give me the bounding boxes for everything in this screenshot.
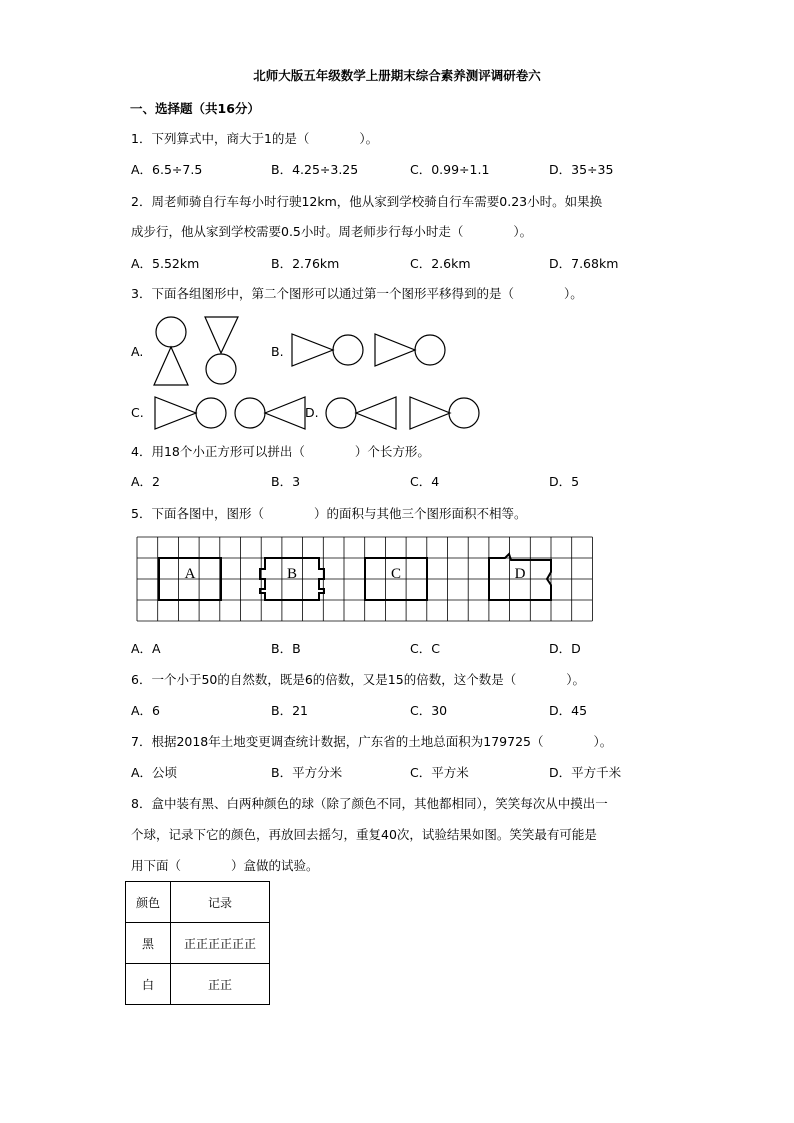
q1-option-d: D．35÷35 (549, 162, 614, 177)
question-3-stem: 3．下面各组图形中，第二个图形可以通过第一个图形平移得到的是（ ）。 (131, 286, 583, 301)
q3-shapes-figure (0, 0, 794, 440)
q3b-circle-1 (333, 335, 363, 365)
table-row (126, 964, 270, 1005)
q4-option-b: B．3 (271, 474, 301, 489)
q1-option-b: B．4.25÷3.25 (271, 162, 359, 177)
q3c-triangle-2 (265, 397, 305, 429)
page-title: 北师大版五年级数学上册期末综合素养测评调研卷六 (253, 68, 541, 83)
question-8-line-2: 个球，记录下它的颜色，再放回去摇匀，重复40次，试验结果如图。笑笑最有可能是 (131, 827, 597, 842)
q1-option-a: A．6.5÷7.5 (131, 162, 203, 177)
q6-option-c: C．30 (410, 703, 448, 718)
q5-label-d: D (514, 566, 526, 582)
table-header-color: 颜色 (126, 882, 171, 923)
question-1-stem: 1．下列算式中，商大于1的是（ ）。 (131, 131, 379, 146)
question-7-stem: 7．根据2018年土地变更调查统计数据，广东省的土地总面积为179725（ ）。 (131, 734, 613, 749)
q5-option-d: D．D (549, 641, 581, 656)
q5-option-b: B．B (271, 641, 301, 656)
q3b-circle-2 (415, 335, 445, 365)
q3-label-c: C. (131, 405, 144, 420)
q2-option-c: C．2.6km (410, 256, 471, 271)
q5-option-a: A．A (131, 641, 161, 656)
question-4-stem: 4．用18个小正方形可以拼出（ ）个长方形。 (131, 444, 430, 459)
q3a-triangle-2 (205, 317, 238, 353)
section-heading: 一、选择题（共16分） (130, 101, 260, 116)
q2-option-b: B．2.76km (271, 256, 340, 271)
q4-option-d: D．5 (549, 474, 580, 489)
q3d-triangle-2 (410, 397, 450, 429)
question-6-stem: 6．一个小于50的自然数，既是6的倍数，又是15的倍数，这个数是（ ）。 (131, 672, 585, 687)
q5-label-b: B (286, 566, 298, 582)
q7-option-c: C．平方米 (410, 765, 469, 780)
q4-option-a: A．2 (131, 474, 161, 489)
q3-label-b: B. (271, 344, 284, 359)
q5-grid-figure (137, 537, 593, 623)
question-2-line-1: 2．周老师骑自行车每小时行驶12km，他从家到学校骑自行车需要0.23小时。如果换 (131, 194, 603, 209)
q3a-triangle-1 (154, 347, 188, 385)
q3b-triangle-2 (375, 334, 415, 366)
q7-option-d: D．平方千米 (549, 765, 622, 780)
q3a-circle-2 (206, 354, 236, 384)
q2-option-d: D．7.68km (549, 256, 619, 271)
q3d-circle-2 (449, 398, 479, 428)
table-row (126, 923, 270, 964)
table-header-row (126, 882, 270, 923)
table-cell-record: 正正 (171, 964, 270, 1005)
q4-option-c: C．4 (410, 474, 440, 489)
table-cell-record: 正正正正正正 (171, 923, 270, 964)
q3c-circle-2 (235, 398, 265, 428)
q3d-triangle-1 (356, 397, 396, 429)
q3a-circle-1 (156, 317, 186, 347)
table-cell-color: 黑 (126, 923, 171, 964)
q5-label-a: A (184, 566, 196, 582)
question-8-line-3: 用下面（ ）盒做的试验。 (131, 858, 319, 873)
q3d-circle-1 (326, 398, 356, 428)
q2-option-a: A．5.52km (131, 256, 200, 271)
q7-option-b: B．平方分米 (271, 765, 343, 780)
question-2-line-2: 成步行，他从家到学校需要0.5小时。周老师步行每小时走（ ）。 (131, 224, 533, 239)
q6-option-b: B．21 (271, 703, 308, 718)
q3b-triangle-1 (292, 334, 333, 366)
q7-option-a: A．公顷 (131, 765, 178, 780)
q3c-triangle-1 (155, 397, 196, 429)
table-header-record: 记录 (171, 882, 270, 923)
question-8-line-1: 8．盒中装有黑、白两种颜色的球（除了颜色不同，其他都相同），笑笑每次从中摸出一 (131, 796, 608, 811)
q3-label-a: A. (131, 344, 144, 359)
q5-label-c: C (390, 566, 402, 582)
q6-option-d: D．45 (549, 703, 588, 718)
q1-option-c: C．0.99÷1.1 (410, 162, 490, 177)
q5-option-c: C．C (410, 641, 440, 656)
q3-label-d: D. (305, 405, 319, 420)
q3c-circle-1 (196, 398, 226, 428)
q6-option-a: A．6 (131, 703, 161, 718)
question-5-stem: 5．下面各图中，图形（ ）的面积与其他三个图形面积不相等。 (131, 506, 527, 521)
q8-record-table (125, 881, 270, 1005)
table-cell-color: 白 (126, 964, 171, 1005)
